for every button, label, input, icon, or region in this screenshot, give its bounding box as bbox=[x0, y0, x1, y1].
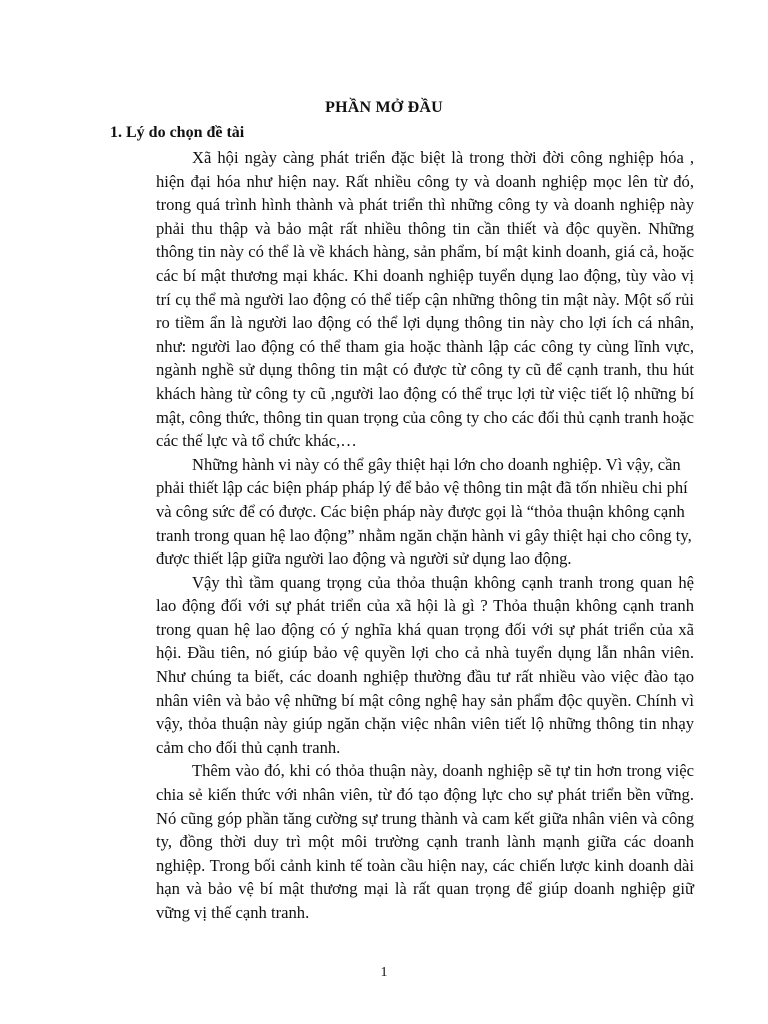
page-title: PHẦN MỞ ĐẦU bbox=[325, 99, 443, 116]
body-text bbox=[156, 146, 694, 925]
paragraph-1: Xã hội ngày càng phát triển đặc biệt là trong thời đời công nghiệp hóa , hiện đại hóa như hiện nay. Rất nhiều công ty và doanh nghiệp mọc lên từ đó, trong quá trình hình thành và phát triển thì những công ty và doanh nghiệp này phải thu thập và bảo mật rất nhiều thông tin cần thiết và độc quyền. Những thông tin này có thể là về khách hàng, sản phẩm, bí mật kinh doanh, giá cả, hoặc các bí mật thương mại khác. Khi doanh nghiệp tuyển dụng lao động, tùy vào vị trí cụ thể mà người lao động có thể tiếp cận những thông tin mật này. Một số rủi ro tiềm ẩn là người lao động có thể lợi dụng thông tin này cho lợi ích cá nhân, như: người lao động có thể tham gia hoặc thành lập các công ty cùng lĩnh vực, ngành nghề sử dụng thông tin mật có được từ công ty cũ để cạnh tranh, thu hút khách hàng từ công ty cũ ,người lao động có thể trục lợi từ việc tiết lộ những bí mật, công thức, thông tin quan trọng của công ty cho các đối thủ cạnh tranh hoặc các thế lực và tổ chức khác,… bbox=[156, 148, 694, 451]
page-number: 1 bbox=[380, 965, 388, 980]
paragraph-3: Vậy thì tầm quang trọng của thỏa thuận không cạnh tranh trong quan hệ lao động đối với sự phát triển của xã hội là gì ? Thỏa thuận không cạnh tranh trong quan hệ lao động có ý nghĩa khá quan trọng đối với sự phát triển của xã hội. Đầu tiên, nó giúp bảo vệ quyền lợi cho cả nhà tuyển dụng lẫn nhân viên. Như chúng ta biết, các doanh nghiệp thường đầu tư rất nhiều vào việc đào tạo nhân viên và bảo vệ những bí mật công nghệ hay sản phẩm độc quyền. Chính vì vậy, thỏa thuận này giúp ngăn chặn việc nhân viên tiết lộ những thông tin nhạy cảm cho đối thủ cạnh tranh. bbox=[156, 572, 694, 757]
paragraph-2: Những hành vi này có thể gây thiệt hại lớn cho doanh nghiệp. Vì vậy, cần phải thiết lập các biện pháp pháp lý để bảo vệ thông tin mật đã tốn nhiều chi phí và công sức để có được. Các biện pháp này được gọi là “thỏa thuận không cạnh tranh trong quan hệ lao động” nhằm ngăn chặn hành vi gây thiệt hại cho công ty, được thiết lập giữa người lao động và người sử dụng lao động. bbox=[156, 454, 692, 569]
paragraph-4: Thêm vào đó, khi có thỏa thuận này, doanh nghiệp sẽ tự tin hơn trong việc chia sẻ kiến thức với nhân viên, từ đó tạo động lực cho sự phát triển bền vững. Nó cũng góp phần tăng cường sự trung thành và cam kết giữa nhân viên và công ty, đồng thời duy trì một môi trường cạnh tranh lành mạnh giữa các doanh nghiệp. Trong bối cảnh kinh tế toàn cầu hiện nay, các chiến lược kinh doanh dài hạn và bảo vệ bí mật thương mại là rất quan trọng để giúp doanh nghiệp giữ vững vị thế cạnh tranh. bbox=[156, 761, 694, 922]
section-heading: 1. Lý do chọn đề tài bbox=[110, 124, 245, 141]
